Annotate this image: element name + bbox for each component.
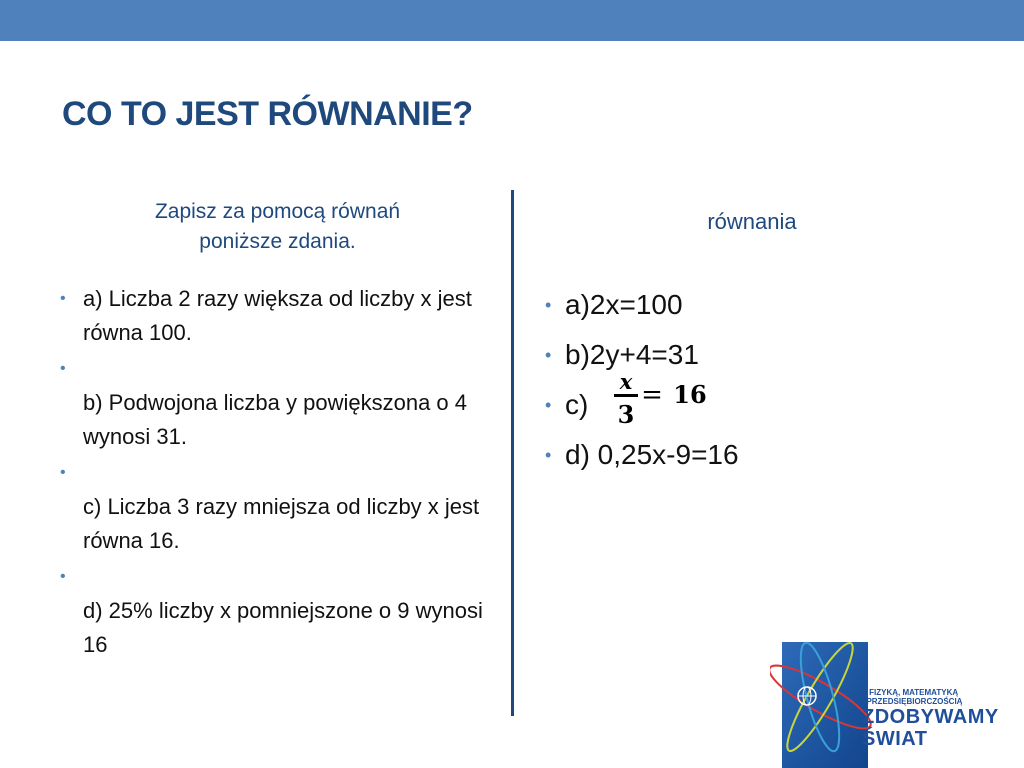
sentence-c: c) Liczba 3 razy mniejsza od liczby x jest równa 16.: [83, 494, 480, 553]
fraction-denominator: 3: [617, 400, 635, 428]
empty-line: [83, 352, 498, 386]
sentence-b: b) Podwojona liczba y powiększona o 4 wynosi 31.: [83, 390, 468, 449]
list-item: [58, 282, 498, 350]
fraction-numerator: x: [619, 370, 633, 394]
fraction-equation: [612, 370, 722, 428]
bullet-icon: •: [60, 568, 66, 585]
bullet-icon: •: [60, 464, 66, 481]
fraction-bar: [614, 394, 638, 397]
left-column-heading: [80, 197, 475, 257]
bullet-icon: •: [60, 290, 66, 307]
left-heading-line2: poniższe zdania.: [199, 230, 356, 253]
list-item: [545, 280, 965, 330]
sentence-d: d) 25% liczby x pomniejszone o 9 wynosi 16: [83, 598, 483, 657]
equals-sign: =: [641, 380, 663, 410]
bullet-icon: •: [545, 445, 552, 465]
list-item: [545, 380, 965, 430]
bullet-icon: •: [545, 395, 552, 415]
list-item: [58, 456, 498, 558]
right-column-heading: równania: [707, 209, 797, 234]
top-accent-bar: [0, 0, 1024, 41]
equation-b: b)2y+4=31: [565, 339, 699, 370]
list-item: [58, 352, 498, 454]
list-item: [545, 330, 965, 380]
logo-line4: ŚWIAT: [862, 728, 928, 750]
slide-title: CO TO JEST RÓWNANIE?: [62, 95, 473, 133]
sentence-a: a) Liczba 2 razy większa od liczby x jest równa 100.: [83, 286, 472, 345]
list-item: [58, 560, 498, 662]
left-heading-line1: Zapisz za pomocą równań: [154, 200, 401, 223]
sentence-list: [58, 282, 498, 662]
bullet-icon: •: [545, 345, 552, 365]
equation-list: [545, 280, 965, 480]
logo-line2: I PRZEDSIĘBIORCZOŚCIĄ: [862, 697, 963, 706]
bullet-icon: •: [545, 295, 552, 315]
fraction-rhs: 16: [673, 380, 707, 409]
column-divider: [511, 190, 514, 716]
empty-line: [83, 456, 498, 490]
logo-line1: Z FIZYKĄ, MATEMATYKĄ: [862, 688, 959, 697]
empty-line: [83, 560, 498, 594]
equation-d: d) 0,25x-9=16: [565, 439, 739, 470]
logo-line3: ZDOBYWAMY: [862, 706, 999, 728]
bullet-icon: •: [60, 360, 66, 377]
equation-a: a)2x=100: [565, 289, 683, 320]
list-item: [545, 430, 965, 480]
equation-c-label: c): [565, 389, 589, 420]
logo-text: [862, 688, 999, 750]
